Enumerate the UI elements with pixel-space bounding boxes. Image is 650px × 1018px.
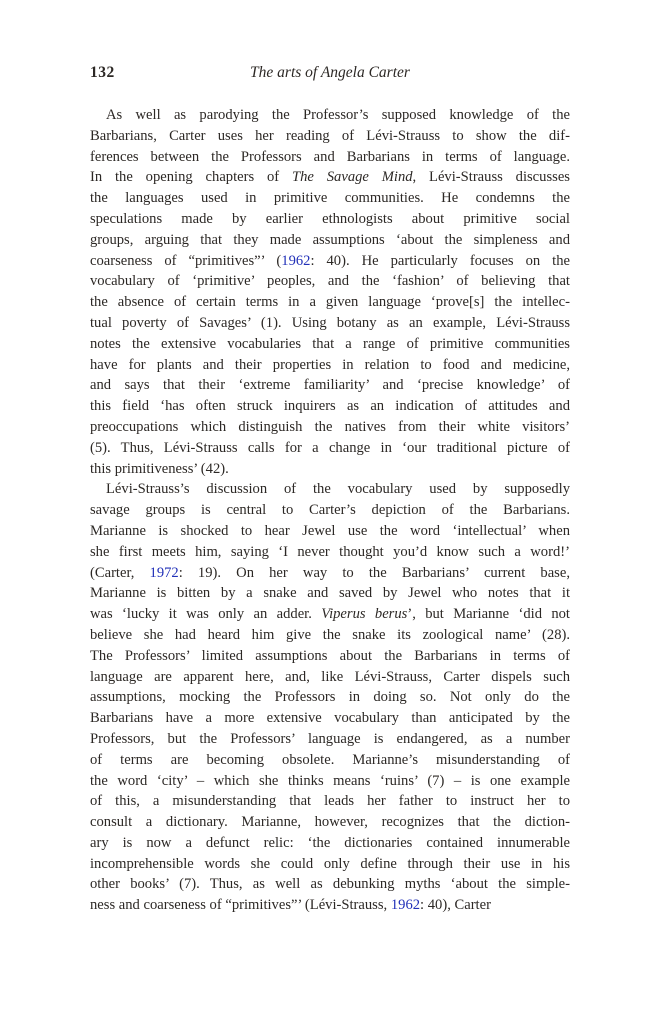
text-line	[90, 126, 570, 147]
body-text: assumptions, mocking the Professors in doing so. Not only do the	[90, 689, 570, 706]
text-line	[90, 479, 570, 500]
body-text: consult a dictionary. Marianne, however, recognizes that the diction-	[90, 814, 570, 831]
text-line	[90, 334, 570, 355]
body-text: In the opening chapters of	[90, 169, 293, 186]
body-text: vocabulary of ‘primitive’ peoples, and the ‘fashion’ of believing that	[90, 273, 570, 290]
body-text: Marianne is shocked to hear Jewel use the word ‘intellectual’ when	[90, 522, 570, 539]
body-text: As well as parodying the Professor’s supposed knowledge of the	[106, 107, 570, 123]
body-text: and says that their ‘extreme familiarity’ and ‘precise knowledge’ of	[90, 377, 570, 394]
page-number: 132	[90, 64, 115, 81]
body-text: this primitiveness’ (42).	[90, 460, 229, 477]
text-line	[90, 563, 570, 584]
body-text: : 40), Carter	[420, 897, 491, 914]
text-line	[90, 542, 570, 563]
text-line	[90, 147, 570, 168]
running-title: The arts of Angela Carter	[250, 64, 410, 81]
body-text: have for plants and their properties in relation to food and medicine,	[90, 356, 570, 373]
body-text: Marianne is bitten by a snake and saved by Jewel who notes that it	[90, 585, 570, 602]
body-text: ness and coarseness of “primitives”’ (Lévi-Strauss,	[90, 897, 391, 914]
body-text: ’, but Marianne ‘did not	[407, 606, 570, 623]
text-line	[90, 646, 570, 667]
body-text: notes the extensive vocabularies that a range of primitive communities	[90, 335, 570, 352]
citation-link[interactable]: 1972	[149, 564, 179, 581]
body-text: she first meets him, saying ‘I never thought you’d know such a word!’	[90, 543, 570, 560]
body-text: incomprehensible words she could only define through their use in his	[90, 855, 570, 872]
text-line	[90, 583, 570, 604]
citation-link[interactable]: 1962	[390, 897, 421, 914]
text-line	[90, 313, 570, 334]
body-text: , Lévi-Strauss discusses	[412, 169, 570, 186]
text-line	[90, 771, 570, 792]
text-line	[90, 729, 570, 750]
text-line	[90, 687, 570, 708]
body-text: this field ‘has often struck inquirers as an indication of attitudes and	[90, 398, 570, 415]
body-text: coarseness of “primitives”’ (	[90, 252, 282, 269]
body-text: other books’ (7). Thus, as well as debunking myths ‘about the simple-	[90, 876, 570, 893]
body-text: language are apparent here, and, like Lévi-Strauss, Carter dispels such	[90, 668, 570, 685]
text-line	[90, 209, 570, 230]
body-text: The Professors’ limited assumptions about the Barbarians in terms of	[90, 647, 570, 664]
body-text: : 40). He particularly focuses on the	[310, 252, 570, 269]
body-text: the absence of certain terms in a given language ‘prove[s] the intellec-	[90, 294, 570, 311]
text-line	[90, 167, 570, 188]
body-text: Barbarians, Carter uses her reading of Lévi-Strauss to show the dif-	[90, 127, 570, 144]
italic-text: The Savage Mind	[292, 169, 413, 186]
body-text: groups, arguing that they made assumptions ‘about the simpleness and	[90, 231, 570, 248]
text-line	[90, 854, 570, 875]
text-line	[90, 459, 570, 480]
body-text: : 19). On her way to the Barbarians’ current base,	[178, 564, 570, 581]
text-line	[90, 667, 570, 688]
body-text: the languages used in primitive communities. He condemns the	[90, 190, 570, 207]
text-line	[90, 292, 570, 313]
body-text: tual poverty of Savages’ (1). Using botany as an example, Lévi-Strauss	[90, 314, 570, 331]
text-line	[90, 355, 570, 376]
body-text: preoccupations which distinguish the natives from their white visitors’	[90, 418, 570, 435]
text-line	[90, 396, 570, 417]
text-line	[90, 895, 570, 916]
body-text: believe she had heard him give the snake its zoological name’ (28).	[90, 626, 570, 643]
text-line	[90, 188, 570, 209]
text-line	[90, 708, 570, 729]
body-text: ferences between the Professors and Barbarians in terms of language.	[90, 148, 570, 165]
text-line	[90, 812, 570, 833]
text-line	[90, 500, 570, 521]
paragraph	[90, 479, 570, 916]
text-line	[90, 604, 570, 625]
text-line	[90, 375, 570, 396]
page-header	[90, 64, 570, 82]
citation-link[interactable]: 1962	[281, 252, 311, 269]
text-line	[90, 791, 570, 812]
body-text: was ‘lucky it was only an adder.	[90, 606, 322, 623]
italic-text: Viperus berus	[321, 606, 408, 623]
text-line	[90, 251, 570, 272]
text-line	[90, 230, 570, 251]
text-line	[90, 417, 570, 438]
body-text: Barbarians have a more extensive vocabulary than anticipated by the	[90, 710, 570, 727]
body-text: (5). Thus, Lévi-Strauss calls for a change in ‘our traditional picture of	[90, 439, 570, 456]
text-line	[90, 438, 570, 459]
text-line	[90, 271, 570, 292]
body-text: (Carter,	[90, 564, 150, 581]
body-text: savage groups is central to Carter’s depiction of the Barbarians.	[90, 502, 570, 519]
text-line	[90, 521, 570, 542]
text-line	[90, 105, 570, 126]
body-text: speculations made by earlier ethnologists about primitive social	[90, 210, 570, 227]
text-line	[90, 625, 570, 646]
body-text: the word ‘city’ – which she thinks means ‘ruins’ (7) – is one example	[90, 772, 570, 789]
text-line	[90, 750, 570, 771]
body-text: of this, a misunderstanding that leads her father to instruct her to	[90, 793, 570, 810]
paragraph	[90, 105, 570, 479]
text-line	[90, 833, 570, 854]
body-text: Lévi-Strauss’s discussion of the vocabulary used by supposedly	[106, 481, 570, 498]
body-text: Professors, but the Professors’ language is endangered, as a number	[90, 730, 570, 747]
body-text: of terms are becoming obsolete. Marianne’s misunderstanding of	[90, 751, 570, 768]
text-line	[90, 874, 570, 895]
text-block	[90, 105, 570, 916]
body-text: ary is now a defunct relic: ‘the dictionaries contained innumerable	[90, 834, 570, 851]
